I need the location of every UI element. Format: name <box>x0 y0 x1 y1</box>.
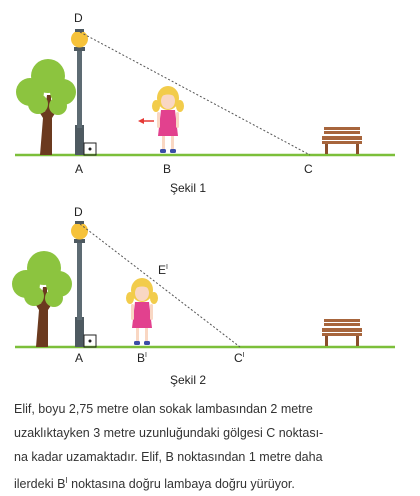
label-d: D <box>74 11 83 25</box>
bench-icon <box>322 127 362 154</box>
paragraph-line-4: ilerdeki $B^I$ noktasına doğru lambaya doğru yürüyor. <box>14 476 295 492</box>
tree-icon <box>16 59 76 155</box>
light-ray-line <box>80 224 240 347</box>
figure-1-caption: Şekil 1 <box>170 181 207 195</box>
figure-1 <box>0 0 420 200</box>
light-ray-line <box>80 32 310 155</box>
label-c-prime: $C^I$ <box>234 351 245 365</box>
label-b-prime: $B^I$ <box>137 351 147 365</box>
tree-icon <box>12 251 72 347</box>
right-angle-marker <box>84 143 96 155</box>
figure-2 <box>0 200 420 395</box>
direction-arrow-icon <box>138 118 154 124</box>
label-a: A <box>75 162 84 176</box>
label-e-prime: $E^I$ <box>158 263 168 277</box>
label-c: C <box>304 162 313 176</box>
label-d: D <box>74 205 83 219</box>
paragraph-line-2: uzaklıktayken 3 metre uzunluğundaki gölgesi C noktası- <box>14 426 324 440</box>
figure-2-caption: Şekil 2 <box>170 373 207 387</box>
child-icon <box>152 86 184 153</box>
paragraph-line-3: na kadar uzamaktadır. Elif, B noktasından 1 metre daha <box>14 450 323 464</box>
right-angle-marker <box>84 335 96 347</box>
bench-icon <box>322 319 362 346</box>
problem-paragraph <box>14 397 406 496</box>
label-a: A <box>75 351 84 365</box>
paragraph-line-1: Elif, boyu 2,75 metre olan sokak lambasından 2 metre <box>14 402 313 416</box>
child-icon <box>126 278 158 345</box>
label-b: B <box>163 162 172 176</box>
street-lamp-icon <box>71 221 88 347</box>
